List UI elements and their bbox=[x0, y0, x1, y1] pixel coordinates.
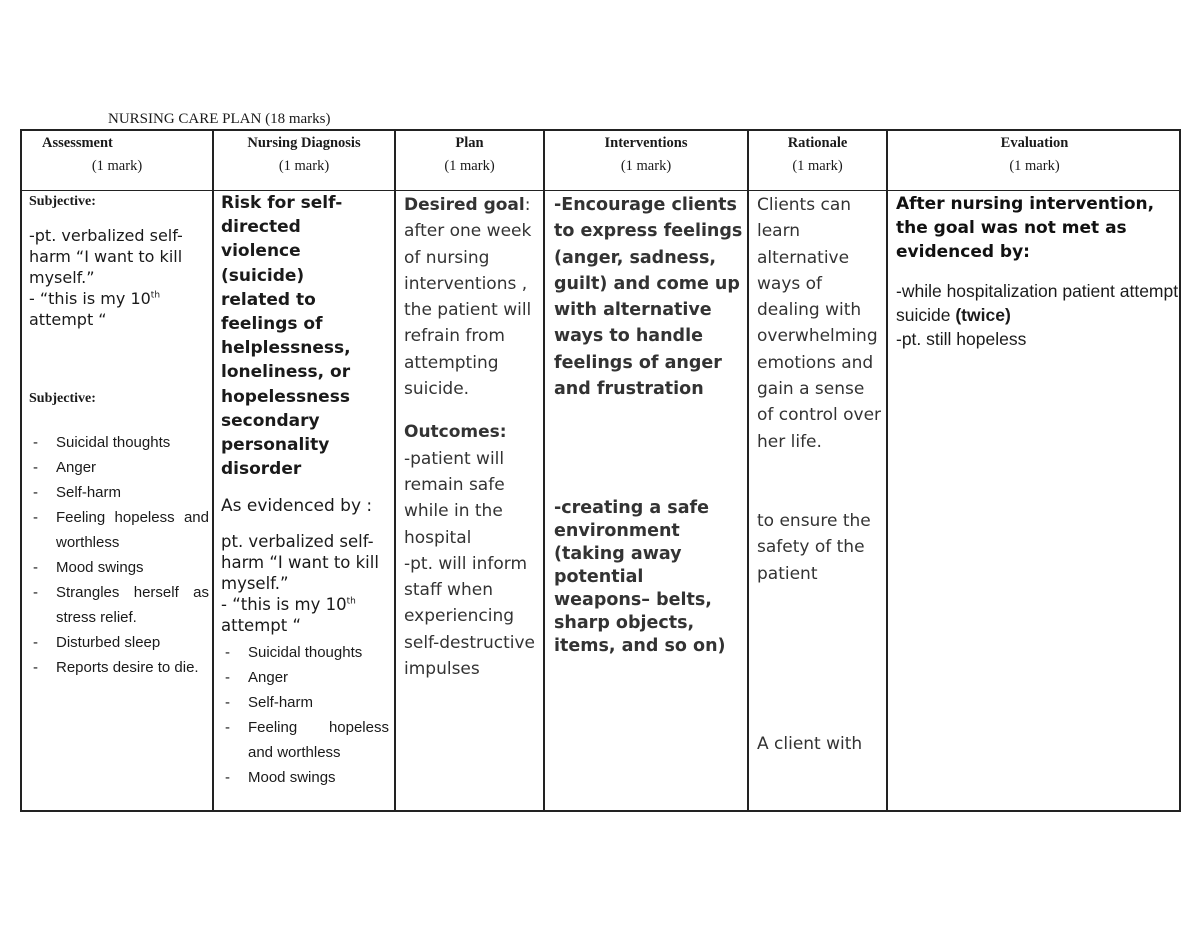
list-item: - Reports desire to die. bbox=[29, 655, 209, 680]
list-item: - Strangles herself as stress relief. bbox=[29, 580, 209, 630]
list-item: - Mood swings bbox=[29, 555, 209, 580]
header-label: Assessment bbox=[42, 135, 113, 151]
header-plan bbox=[396, 134, 543, 175]
header-divider bbox=[22, 190, 1179, 191]
column-divider bbox=[886, 131, 888, 810]
list-item: - Feeling hopeless and worthless bbox=[29, 505, 209, 555]
diagnosis-list bbox=[221, 640, 389, 790]
evaluation-cell bbox=[896, 192, 1181, 351]
interventions-cell bbox=[554, 192, 744, 658]
quote-text: attempt “ bbox=[221, 616, 302, 636]
evaluation-bold: (twice) bbox=[955, 305, 1011, 325]
quote-text: attempt “ bbox=[29, 310, 107, 329]
superscript: th bbox=[346, 596, 356, 607]
assessment-list bbox=[29, 430, 209, 680]
list-item: - Suicidal thoughts bbox=[221, 640, 389, 665]
quote-text: -pt. verbalized self-harm “I want to kill myself.” bbox=[29, 226, 183, 287]
column-divider bbox=[543, 131, 545, 810]
header-label: Rationale bbox=[787, 135, 848, 151]
evidence-label: As evidenced by : bbox=[221, 496, 373, 517]
list-item: - Feeling hopeless and worthless bbox=[221, 715, 389, 765]
list-item: - Anger bbox=[29, 455, 209, 480]
header-marks: (1 mark) bbox=[278, 158, 330, 174]
intervention-item: -Encourage clients to express feelings (anger, sadness, guilt) and come up with alternative ways to handle feelings of anger and frustration bbox=[554, 195, 743, 400]
header-assessment bbox=[22, 134, 212, 175]
rationale-cell bbox=[757, 192, 885, 757]
header-marks: (1 mark) bbox=[1009, 158, 1060, 174]
diagnosis-quote bbox=[221, 531, 391, 636]
header-marks: (1 mark) bbox=[91, 158, 143, 174]
column-divider bbox=[394, 131, 396, 810]
list-item: - Self-harm bbox=[221, 690, 389, 715]
header-evaluation bbox=[888, 134, 1181, 175]
column-divider bbox=[747, 131, 749, 810]
list-item: - Mood swings bbox=[221, 765, 389, 790]
quote-text: - “this is my 10 bbox=[221, 595, 347, 615]
outcomes-label: Outcomes: bbox=[404, 422, 507, 443]
header-diagnosis bbox=[214, 134, 394, 175]
header-label: Plan bbox=[455, 135, 484, 151]
assessment-cell bbox=[29, 194, 209, 680]
subjective-label: Subjective: bbox=[29, 194, 96, 209]
list-item: - Self-harm bbox=[29, 480, 209, 505]
header-rationale bbox=[749, 134, 886, 175]
goal-label: Desired goal bbox=[404, 195, 525, 215]
intervention-item: -creating a safe environment (taking away potential weapons– belts, sharp objects, items, and so on) bbox=[554, 498, 726, 657]
evaluation-text: -while hospitalization patient attempt suicide bbox=[896, 281, 1179, 325]
superscript: th bbox=[150, 290, 161, 301]
outcome-item: -patient will remain safe while in the hospital bbox=[404, 448, 505, 548]
care-plan-table bbox=[20, 129, 1181, 812]
evaluation-lead: After nursing intervention, the goal was not met as evidenced by: bbox=[896, 194, 1155, 262]
rationale-item: to ensure the safety of the patient bbox=[757, 510, 871, 584]
evaluation-line bbox=[896, 279, 1181, 327]
page-title: NURSING CARE PLAN (18 marks) bbox=[108, 111, 331, 127]
list-item: - Disturbed sleep bbox=[29, 630, 209, 655]
header-label: Interventions bbox=[604, 135, 688, 151]
quote-text: pt. verbalized self-harm “I want to kill myself.” bbox=[221, 532, 379, 594]
evaluation-line: -pt. still hopeless bbox=[896, 329, 1027, 349]
column-divider bbox=[212, 131, 214, 810]
header-marks: (1 mark) bbox=[620, 158, 672, 174]
outcome-item: -pt. will inform staff when experiencing self-destructive impulses bbox=[404, 553, 536, 680]
diagnosis-cell bbox=[221, 191, 391, 790]
list-item: - Suicidal thoughts bbox=[29, 430, 209, 455]
assessment-quote bbox=[29, 225, 209, 330]
list-item: - Anger bbox=[221, 665, 389, 690]
rationale-item: Clients can learn alternative ways of dealing with overwhelming emotions and gain a sense of control over her life. bbox=[757, 195, 882, 452]
quote-text: - “this is my 10 bbox=[29, 289, 151, 308]
plan-goal bbox=[404, 192, 541, 402]
goal-text: : after one week of nursing interventions , the patient will refrain from attempting suicide. bbox=[404, 195, 532, 400]
rationale-item: A client with bbox=[757, 733, 863, 754]
header-marks: (1 mark) bbox=[444, 158, 495, 174]
header-marks: (1 mark) bbox=[792, 158, 843, 174]
diagnosis-text: Risk for self-directed violence (suicide) related to feelings of helplessness, loneliness, or hopelessness secondary personality disorder bbox=[221, 193, 351, 480]
header-label: Nursing Diagnosis bbox=[247, 135, 361, 151]
header-interventions bbox=[545, 134, 747, 175]
subjective-label: Subjective: bbox=[29, 391, 96, 406]
plan-cell bbox=[404, 192, 541, 682]
header-label: Evaluation bbox=[1000, 135, 1069, 151]
